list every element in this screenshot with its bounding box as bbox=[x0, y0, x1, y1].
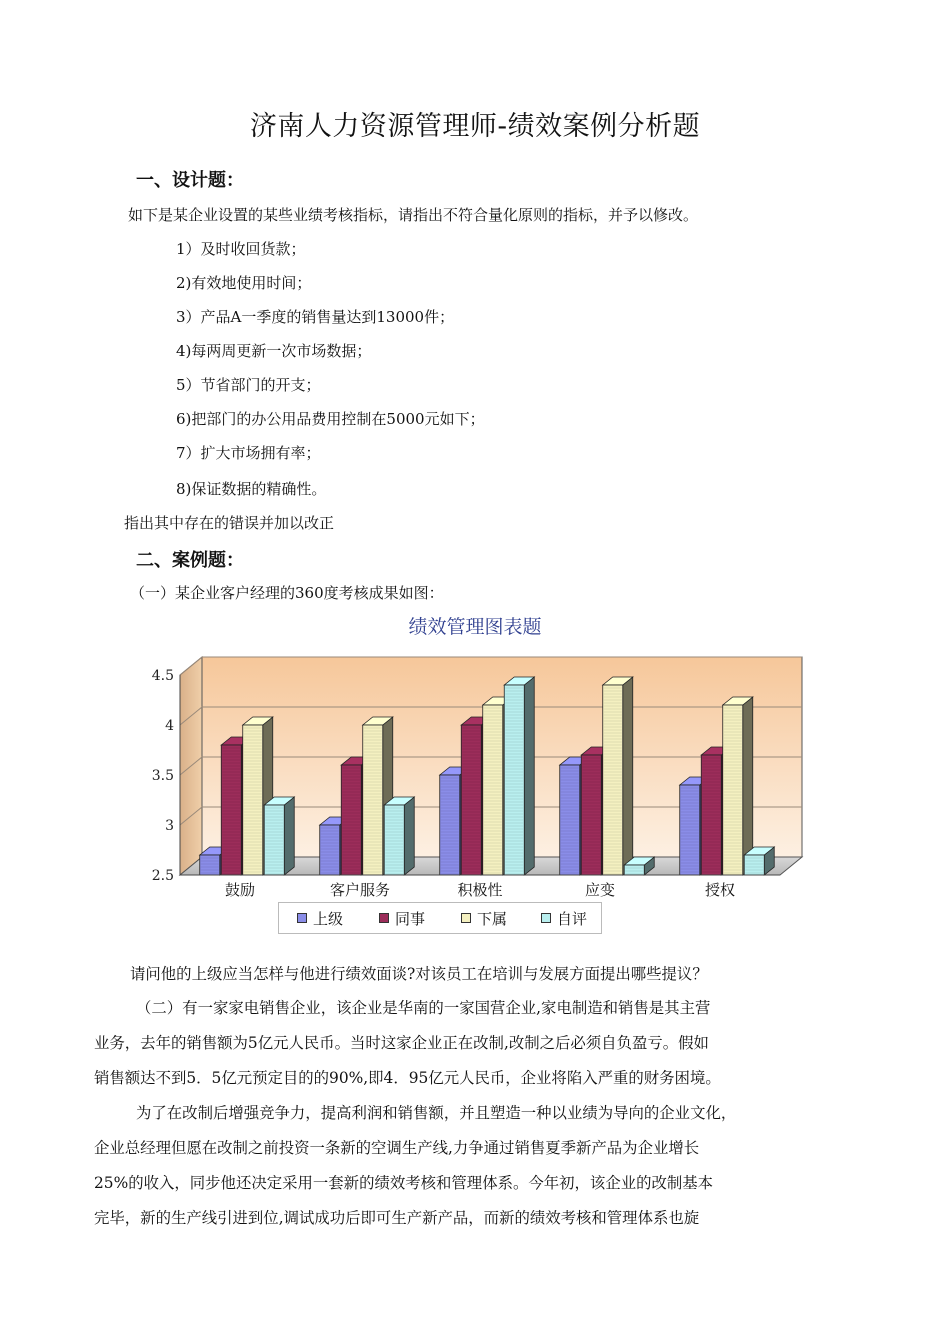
legend-swatch bbox=[541, 913, 551, 923]
legend-label: 上级 bbox=[313, 909, 344, 928]
legend-label: 下属 bbox=[477, 909, 508, 928]
legend-item bbox=[379, 909, 425, 927]
case2-line: （二）有一家家电销售企业，该企业是华南的一家国营企业,家电制造和销售是其主营 bbox=[136, 999, 711, 1017]
y-tick-label: 4 bbox=[165, 718, 174, 734]
x-category-label: 应变 bbox=[584, 881, 616, 899]
indicator-item: 4)每两周更新一次市场数据； bbox=[176, 342, 372, 360]
section1-closing: 指出其中存在的错误并加以改正 bbox=[124, 514, 335, 532]
legend-label: 同事 bbox=[395, 909, 426, 928]
bar-下属-应变 bbox=[603, 685, 623, 875]
bar-上级-客户服务 bbox=[320, 825, 340, 875]
performance-bar-chart bbox=[140, 645, 820, 945]
indicator-item: 5）节省部门的开支； bbox=[176, 376, 321, 394]
x-category-label: 授权 bbox=[704, 881, 736, 899]
indicator-item: 3）产品A一季度的销售量达到13000件； bbox=[176, 308, 455, 326]
legend-item bbox=[541, 909, 587, 927]
case3-line: 25%的收入，同步他还决定采用一套新的绩效考核和管理体系。今年初，该企业的改制基本 bbox=[94, 1174, 714, 1192]
x-category-label: 积极性 bbox=[457, 881, 503, 899]
bar-上级-应变 bbox=[560, 765, 580, 875]
indicator-item: 2)有效地使用时间； bbox=[176, 274, 312, 292]
case3-line: 完毕，新的生产线引进到位,调试成功后即可生产新产品，而新的绩效考核和管理体系也旋 bbox=[94, 1209, 700, 1227]
bar-side bbox=[743, 697, 753, 875]
indicator-item: 8)保证数据的精确性。 bbox=[176, 480, 327, 498]
legend-item bbox=[297, 909, 343, 927]
legend-swatch bbox=[379, 913, 389, 923]
indicator-item: 6)把部门的办公用品费用控制在5000元如下； bbox=[176, 410, 485, 428]
y-tick-label: 3.5 bbox=[151, 768, 174, 784]
bar-自评-应变 bbox=[624, 865, 644, 875]
y-tick-label: 2.5 bbox=[151, 868, 174, 884]
section-heading-case: 二、案例题： bbox=[136, 550, 244, 571]
x-category-label: 客户服务 bbox=[329, 881, 391, 899]
bar-下属-积极性 bbox=[483, 705, 503, 875]
bar-同事-客户服务 bbox=[341, 765, 361, 875]
case1-question: 请问他的上级应当怎样与他进行绩效面谈?对该员工在培训与发展方面提出哪些提议？ bbox=[130, 965, 708, 983]
chart-title: 绩效管理图表题 bbox=[408, 616, 542, 638]
case2-line: 销售额达不到5．5亿元预定目的的90%,即4．95亿元人民币，企业将陷入严重的财务困境。 bbox=[94, 1069, 721, 1087]
legend-item bbox=[461, 909, 507, 927]
section-heading-design: 一、设计题： bbox=[136, 170, 244, 191]
bar-side bbox=[623, 677, 633, 875]
bar-side bbox=[404, 797, 414, 875]
indicator-item: 1）及时收回货款； bbox=[176, 240, 306, 258]
y-tick-label: 4.5 bbox=[151, 668, 174, 684]
y-tick-label: 3 bbox=[165, 818, 174, 834]
case3-line: 企业总经理但愿在改制之前投资一条新的空调生产线,力争通过销售夏季新产品为企业增长 bbox=[94, 1139, 700, 1157]
legend-swatch bbox=[297, 913, 307, 923]
bar-side bbox=[284, 797, 294, 875]
chart-legend bbox=[278, 902, 602, 934]
bar-同事-鼓励 bbox=[221, 745, 241, 875]
legend-label: 自评 bbox=[557, 909, 588, 928]
bar-自评-鼓励 bbox=[264, 805, 284, 875]
bar-自评-客户服务 bbox=[384, 805, 404, 875]
x-category-label: 鼓励 bbox=[224, 881, 256, 899]
section1-intro: 如下是某企业设置的某些业绩考核指标，请指出不符合量化原则的指标，并予以修改。 bbox=[128, 206, 699, 224]
case3-line: 为了在改制后增强竞争力，提高利润和销售额，并且塑造一种以业绩为导向的企业文化， bbox=[136, 1104, 737, 1122]
bar-下属-授权 bbox=[723, 705, 743, 875]
legend-swatch bbox=[461, 913, 471, 923]
bar-自评-积极性 bbox=[504, 685, 524, 875]
case2-line: 业务，去年的销售额为5亿元人民币。当时这家企业正在改制,改制之后必须自负盈亏。假如 bbox=[94, 1034, 709, 1052]
indicator-item: 7）扩大市场拥有率； bbox=[176, 444, 321, 462]
case1-intro: （一）某企业客户经理的360度考核成果如图： bbox=[130, 584, 444, 602]
document-title: 济南人力资源管理师-绩效案例分析题 bbox=[249, 111, 701, 142]
bar-side bbox=[524, 677, 534, 875]
